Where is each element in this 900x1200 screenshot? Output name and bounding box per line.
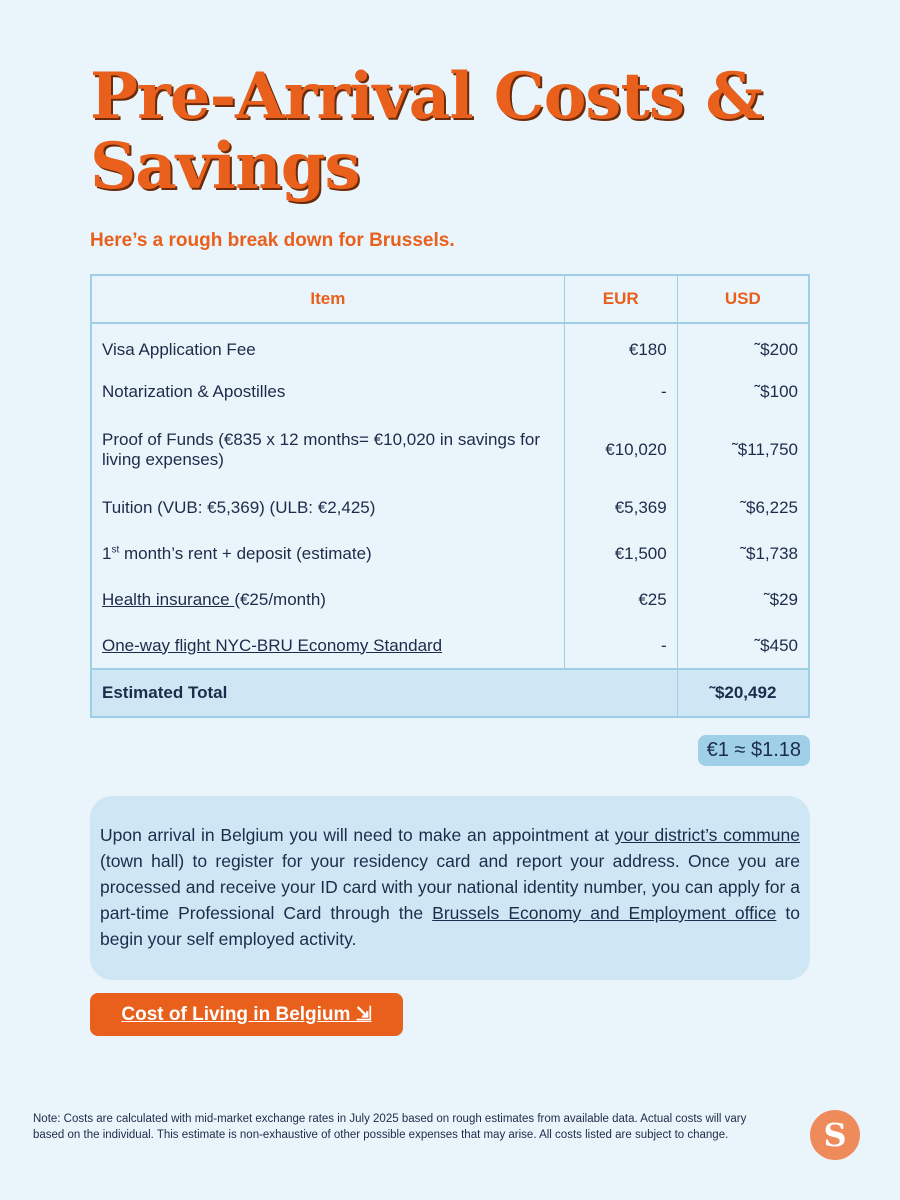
row-item: Notarization & Apostilles <box>91 369 564 415</box>
row-eur: €5,369 <box>564 485 677 531</box>
cost-of-living-button[interactable]: Cost of Living in Belgium ⇲ <box>90 993 403 1036</box>
row-usd: ˜$450 <box>754 635 798 655</box>
info-text: to begin your self employed activity. <box>100 903 800 949</box>
brand-logo <box>810 1110 860 1160</box>
total-row <box>91 669 809 717</box>
header-item: Item <box>91 275 564 323</box>
row-eur: €10,020 <box>564 415 677 485</box>
total-usd: ˜$20,492 <box>677 669 809 717</box>
row-item <box>91 623 564 669</box>
page-title: Pre-Arrival Costs & Savings <box>90 59 763 204</box>
row-usd: ˜$29 <box>763 590 798 609</box>
table-row <box>91 323 809 369</box>
header-usd: USD <box>677 275 809 323</box>
row-item <box>91 577 564 623</box>
footnote: Note: Costs are calculated with mid-market exchange rates in July 2025 based on rough estimates from available data. Actual costs will vary based on the individual. This estimate is non-exhaustive of other possible expenses that may arise. All costs listed are subject to change. <box>33 1113 747 1141</box>
table-header-row <box>91 275 809 323</box>
row-item-text: month’s rent + deposit (estimate) <box>119 544 372 563</box>
row-item: Tuition (VUB: €5,369) (ULB: €2,425) <box>91 485 564 531</box>
exchange-rate-badge: €1 ≈ $1.18 <box>698 735 810 766</box>
page-subtitle: Here’s a rough break down for Brussels. <box>90 230 455 251</box>
arrival-info-box <box>90 796 810 980</box>
district-commune-link[interactable]: your district’s commune <box>614 825 800 845</box>
table-row <box>91 415 809 485</box>
table-row <box>91 531 809 577</box>
row-usd: ˜$200 <box>754 339 798 359</box>
s-logo-icon <box>810 1110 860 1160</box>
row-item: Proof of Funds (€835 x 12 months= €10,020 in savings for living expenses) <box>91 415 564 485</box>
row-eur: - <box>564 623 677 669</box>
header-eur: EUR <box>564 275 677 323</box>
info-text: Upon arrival in Belgium you will need to make an appointment at <box>100 825 615 845</box>
row-usd: ˜$6,225 <box>740 498 798 517</box>
row-eur: €180 <box>564 323 677 369</box>
row-item-text: (€25/month) <box>234 590 326 609</box>
total-label: Estimated Total <box>91 669 677 717</box>
row-usd: ˜$11,750 <box>732 440 798 459</box>
flight-link[interactable]: One-way flight NYC-BRU Economy Standard <box>102 635 443 655</box>
table-row <box>91 369 809 415</box>
row-eur: €25 <box>564 577 677 623</box>
info-text: (town hall) to register for your residency card and report your address. Once you are processed and receive your ID card with your national identity number, you can apply for a part-time Professional Card through the <box>100 851 800 923</box>
row-item-ordinal: 1 <box>102 544 112 563</box>
table-row <box>91 577 809 623</box>
row-usd: ˜$1,738 <box>740 544 798 563</box>
row-item: Visa Application Fee <box>91 323 564 369</box>
svg-text:S: S <box>823 1116 847 1154</box>
costs-table <box>90 274 810 718</box>
brussels-economy-office-link[interactable]: Brussels Economy and Employment office <box>432 903 777 923</box>
table-row <box>91 623 809 669</box>
row-eur: €1,500 <box>564 531 677 577</box>
row-eur: - <box>564 369 677 415</box>
table-row <box>91 485 809 531</box>
row-usd: ˜$100 <box>754 382 798 401</box>
health-insurance-link[interactable]: Health insurance <box>102 590 235 609</box>
row-item-ordinal-suffix: st <box>111 544 120 556</box>
row-item <box>91 531 564 577</box>
